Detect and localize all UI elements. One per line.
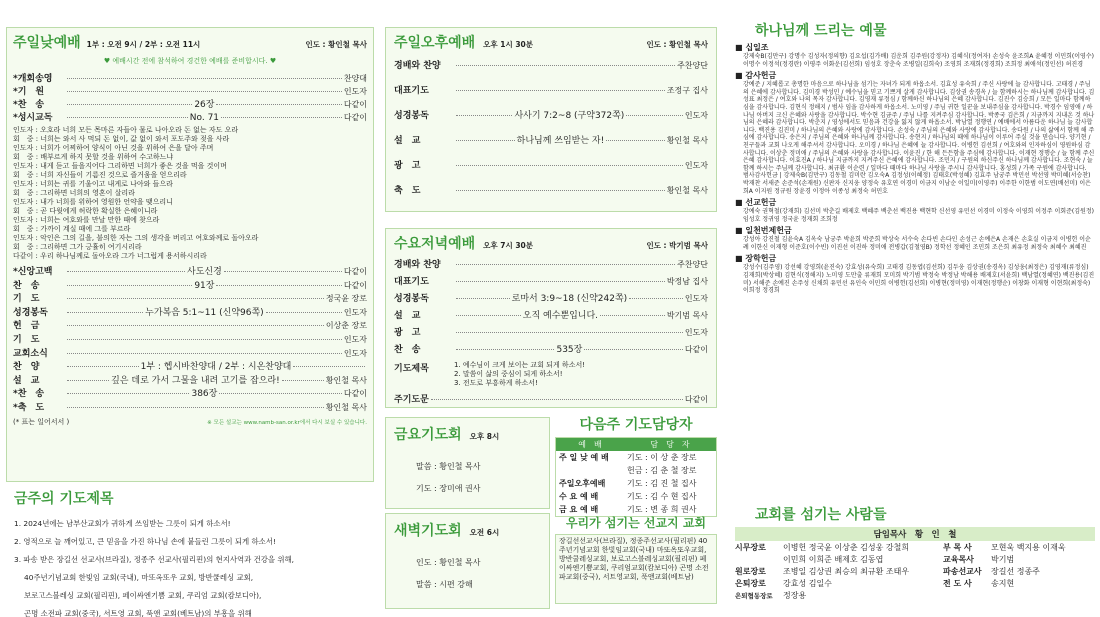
servers-title: 교회를 섬기는 사람들 <box>755 507 887 523</box>
server-row <box>735 590 935 602</box>
server-role: 은퇴장로 <box>735 579 766 588</box>
order-person: 박정남 집사 <box>666 277 708 286</box>
missions-panel <box>555 514 717 604</box>
offering-section-head: ■ 감사헌금 <box>735 71 777 81</box>
prayer-item: 보로고스블레싱 교회(필리핀), 페이싸엔기쁨 교회, 쿠리엄 교회(캄보디아), <box>24 591 262 600</box>
table-row <box>556 477 717 490</box>
reading-line: 인도자 : 내가 너희를 위하여 영원한 언약을 맺으리니 <box>13 198 173 206</box>
servers-left <box>735 542 935 602</box>
order-person: 정국윤 장로 <box>325 294 367 304</box>
order-content: 사도신경 <box>187 267 222 277</box>
missions-title: 우리가 섬기는 선교지 교회 <box>565 516 707 530</box>
order-row <box>13 400 367 414</box>
server-names: 조병일 김상권 최승의 최규환 조태우 <box>783 567 910 576</box>
order-row <box>394 308 708 325</box>
offering-section-head: ■ 십일조 <box>735 43 769 52</box>
server-row <box>735 578 935 590</box>
order-row <box>394 257 708 274</box>
order-content: 1부 : 헵시바찬양대 / 2부 : 시온찬양대 <box>140 362 292 373</box>
server-role: 전 도 사 <box>943 579 972 588</box>
order-row <box>394 274 708 291</box>
reading-line: 인도자 : 내게 듣고 들을지어다 그리하면 너희가 좋은 것을 먹을 것이며 <box>13 162 227 170</box>
order-person: 조정구 집사 <box>666 86 708 95</box>
reading-line: 인도자 : 악인은 그의 길을, 불의한 자는 그의 생각을 버리고 여호와께로 돌아오라 <box>13 234 259 242</box>
offering-section-text: 범사감사헌금 | 강제숙B(김만구) 김동철 김미란 김오숙A 김정성(이혜정) 김태호(박성혜) 김효주 남궁주 박민선 박선영 박미혜(서승찬) 박재찬 서새준 손준석(손재원) 신판자 신지웅 양정숙 유호연 이경미 이금지 이남순 이일미(이영주) 이주한 이한범 이도연(배선미) 이은희A 이지원 정규원 장윤경 이정아 이종성 최정숙 허민호 <box>743 172 1091 195</box>
order-person: 박기범 목사 <box>666 311 708 320</box>
table-row <box>556 490 717 503</box>
afternoon-leader: 인도 : 황인철 목사 <box>646 40 708 49</box>
order-content: 26장 <box>194 100 215 110</box>
order-row <box>394 342 708 359</box>
offerings-panel <box>735 20 1095 498</box>
order-row <box>13 71 367 84</box>
reading-line: 인도자 : 너희는 여호와를 만날 만한 때에 찾으라 <box>13 216 160 224</box>
server-names: 강효성 김일수 <box>783 579 832 588</box>
server-role: 시무장로 <box>735 543 766 552</box>
order-label: *기 원 <box>13 87 45 97</box>
prayer-item: 3. 파송 받은 장길선 선교사(브라질), 정종주 선교사(필리핀)의 현지사역과 건강을 위해, <box>14 555 295 564</box>
wednesday-leader: 인도 : 박기범 목사 <box>646 241 708 250</box>
server-row <box>735 542 935 554</box>
order-row <box>394 133 708 158</box>
dawn-row: 말씀 : 시편 강해 <box>416 580 473 589</box>
wednesday-time: 오후 7시 30분 <box>483 241 534 250</box>
server-role: 은퇴협동장로 <box>735 592 773 600</box>
order-row <box>13 84 367 97</box>
order-person: 찬양대 <box>343 74 367 83</box>
order-label: 헌 금 <box>13 321 40 332</box>
sunday-times: 1부 : 오전 9시 / 2부 : 오전 11시 <box>86 40 201 49</box>
order-label: *신앙고백 <box>13 267 53 277</box>
order-content: 로마서 3:9~18 (신약242쪽) <box>511 294 628 304</box>
table-row <box>556 464 717 477</box>
table-cell: 헌금 : 김 춘 철 장로 <box>626 466 697 475</box>
table-cell <box>556 464 624 477</box>
order-content: 누가복음 5:1~11 (신약96쪽) <box>145 307 264 318</box>
order-content: 하나님께 쓰임받는 자! <box>516 136 605 146</box>
friday-row: 말씀 : 황인철 목사 <box>416 462 481 471</box>
order-person: 주찬양단 <box>677 260 708 269</box>
server-row <box>943 554 1095 566</box>
table-row <box>556 451 717 464</box>
order-row <box>13 264 367 278</box>
sunday-order-top <box>13 71 367 123</box>
order-row <box>13 305 367 319</box>
reading-line: 회 중 : 가까이 계실 때에 그를 부르라 <box>13 225 131 233</box>
offering-section-text: 강성아 강진철 김윤숙A 김옥숙 남궁주 박윤희 박준희 박상숙 서수숙 손다빈 손다인 손성근 손예은A 손재은 손효실 이금지 이병헌 이순례 이한신 이재형 이준호(이수빈) 이진선 이진하 정미애 전병갑(김철영B) 정학선 정혜인 조민희 조은희 최유정 최정숙 최혜수 최혜진 <box>743 236 1091 251</box>
order-person: 황인철 목사 <box>666 136 708 145</box>
server-row <box>943 578 1095 590</box>
order-person: 인도자 <box>343 348 367 358</box>
table-cell: 기도 : 변 종 희 권사 <box>626 505 697 514</box>
order-person: 이상춘 장로 <box>325 321 367 331</box>
order-row <box>394 83 708 108</box>
friday-row: 기도 : 장미애 권사 <box>416 484 481 493</box>
order-label: *축 도 <box>13 402 45 413</box>
friday-prayer-panel <box>385 417 550 509</box>
order-label: *성시교독 <box>13 113 53 123</box>
order-content: 386장 <box>191 389 218 400</box>
order-person: 인도자 <box>684 294 708 303</box>
friday-time: 오후 8시 <box>469 432 500 441</box>
afternoon-worship-panel <box>385 27 717 212</box>
dawn-time: 오전 6시 <box>469 528 500 537</box>
wed-prayer-list <box>454 361 585 388</box>
order-content: No. 71 <box>189 113 220 123</box>
offerings-title: 하나님께 드리는 예물 <box>755 23 887 39</box>
order-row <box>13 386 367 400</box>
order-label: 성경봉독 <box>394 294 429 304</box>
order-row <box>13 359 367 373</box>
order-content: 535장 <box>556 345 583 355</box>
order-row <box>394 291 708 308</box>
reading-line: 회 중 : 너희 자신들이 기름진 것으로 즐거움을 얻으리라 <box>13 171 187 179</box>
order-person: 황인철 목사 <box>325 402 367 412</box>
order-person: 다같이 <box>343 389 367 399</box>
wed-prayer-item: 2. 말씀이 삶의 중심이 되게 하소서! <box>454 370 563 378</box>
table-cell: 기도 : 김 진 철 집사 <box>626 479 697 488</box>
order-row <box>13 110 367 123</box>
sunday-order-bottom <box>13 264 367 414</box>
offering-section-head: ■ 장학헌금 <box>735 254 777 264</box>
server-row <box>735 566 935 578</box>
table-cell: 금 요 예 배 <box>559 505 599 514</box>
order-row <box>13 346 367 360</box>
senior-pastor: 담임목사 황 인 철 <box>735 527 1095 541</box>
wed-prayer-label: 기도제목 <box>394 364 429 374</box>
reading-line: 회 중 : 곧 다윗에게 허락한 확실한 은혜이니라 <box>13 207 158 215</box>
sunday-worship-panel <box>6 27 374 482</box>
wed-prayer-item: 3. 전도로 부흥하게 하소서! <box>454 379 538 387</box>
table-cell: 주 일 낮 예 배 <box>559 453 609 462</box>
order-person: 인도자 <box>684 328 708 337</box>
next-week-header: 담 당 자 <box>624 438 717 452</box>
order-person: 인도자 <box>343 307 367 317</box>
offering-section-text: 강성수(김주영) 강선혜 강영희(윤진숙) 강효성(유숙희) 고태경 김동엽(김선희) 김두웅 김상권(송경옥) 김성웅(최정은) 김영재(류정심) 김재희(박상혜) 김현식(정해지) 노미영 도만출 류재희 모미희 박기범 박정숙 박정남 박해용 배제호(서윤희) 백남열(정혜연) 백진용(김진미) 서해준 손예진 손주성 신채희 유민선 유인숙 이민희 이병헌(김선희) 이병현(정미영) 이재현(정행순) 이창화 이재형 이현희(최정숙) 이희정 정경희 <box>743 264 1095 295</box>
order-person: 인도자 <box>343 87 367 96</box>
table-cell: 기도 : 김 수 현 집사 <box>626 492 697 501</box>
next-week-header: 예 배 <box>556 438 624 452</box>
server-names: 이병헌 정국윤 이상춘 김성웅 강철희 <box>783 543 910 552</box>
order-row <box>394 183 708 208</box>
dawn-prayer-panel <box>385 513 550 609</box>
order-label: 광 고 <box>394 328 421 338</box>
prayer-topics-section <box>14 488 379 617</box>
responsive-reading <box>13 126 367 261</box>
order-row <box>13 291 367 305</box>
standing-note: (* 표는 일어서서 ) <box>13 417 70 426</box>
wed-prayer-item: 1. 예수님이 크게 보이는 교회 되게 하소서! <box>454 361 586 369</box>
website-note: ※ 모든 설교는 www.namb-san.or.kr에서 다시 보실 수 있습니다. <box>207 419 367 426</box>
order-row <box>13 318 367 332</box>
wednesday-worship-panel <box>385 228 717 408</box>
server-names: 송지현 <box>991 579 1015 588</box>
order-content: 사사기 7:2~8 (구약372쪽) <box>514 111 625 121</box>
order-row <box>13 373 367 387</box>
offering-section-text: 강예숙 권혁철(강재희) 김선미 박춘길 배제호 백혜주 백춘선 백진용 백현학 신선영 유민선 이경미 이정숙 이영희 이정주 이회준(김원정) 임성호 정귀영 정국윤 정재회 조희정 <box>743 208 1094 223</box>
offering-section-text: 강제숙B(김만구) 강명수 김성자(정의향) 김요섭(김가배) 김운희 김주원(강정자) 김혜식(정여자) 손성숙 윤조희A 윤혜정 이민희(이영수) 이명수 이정석(정경란) 이평주 이화운(김선희) 임성호 장춘숙 조병일(김희숙) 조영희 조재희(정경희) 조희정 최애석(정인선) 허진경 <box>743 53 1094 68</box>
order-person: 다같이 <box>684 345 708 354</box>
order-label: 대표기도 <box>394 277 429 287</box>
dawn-row: 인도 : 황인철 목사 <box>416 558 481 567</box>
offering-section-head: ■ 선교헌금 <box>735 198 777 208</box>
order-person: 황인철 목사 <box>325 375 367 385</box>
order-label: 축 도 <box>394 186 421 196</box>
order-person: 황인철 목사 <box>666 186 708 195</box>
order-person: 인도자 <box>343 334 367 344</box>
reading-line: 다같이 : 우리 하나님께로 돌아오라 그가 너그럽게 용서하시리라 <box>13 252 207 260</box>
order-label: 경배와 찬양 <box>394 260 441 270</box>
offering-section-head: ■ 일천번제헌금 <box>735 226 792 236</box>
lords-prayer-who: 다같이 <box>684 395 708 404</box>
order-label: 설 교 <box>13 375 40 386</box>
reading-line: 회 중 : 그리하면 그가 긍휼히 여기시리라 <box>13 243 142 251</box>
sunday-note: ♥ 예배시간 전에 참석하여 경건한 예배를 준비합시다. ♥ <box>103 57 277 65</box>
order-label: 교회소식 <box>13 348 48 359</box>
sunday-leader: 인도 : 황인철 목사 <box>305 40 367 49</box>
order-content: 깊은 데로 가서 그물을 내려 고기를 잡으라! <box>111 375 280 386</box>
missions-text: 장길선선교사(브라질), 정종주선교사(필리핀) 40주년기념교회 한빛임교회(국내) 마또옥또우교회, 방반쿨레싱교회, 보로고스블레싱교회(필리핀) 페이싸엔기쁨교회, 쿠리엄교회(캄보디아) 곤명 소전파교회(중국), 서트영교회, 푹앤교회(베트남) <box>555 534 717 604</box>
prayer-item: 2. 영적으로 늘 깨어있고, 큰 믿음을 가진 하나님 손에 붙들린 그릇이 되게 하소서! <box>14 537 276 546</box>
sunday-title: 주일낮예배 <box>13 35 81 51</box>
order-row <box>394 108 708 133</box>
order-label: 기 도 <box>13 294 40 305</box>
server-role: 원로장로 <box>735 567 766 576</box>
friday-title: 금요기도회 <box>394 427 462 443</box>
reading-line: 회 중 : 너희는 와서 사 먹되 돈 없이, 값 없이 와서 포도주와 젖을 사라 <box>13 135 230 143</box>
lords-prayer-label: 주기도문 <box>394 395 429 405</box>
order-label: 성경봉독 <box>394 111 429 121</box>
prayer-item: 곤명 소전파 교회(중국), 서트영 교회, 푹앤 교회(베트남)의 부흥을 위해 <box>24 609 252 617</box>
order-label: *찬 송 <box>13 389 45 400</box>
afternoon-order <box>394 58 708 208</box>
servers-right <box>935 542 1095 602</box>
prayer-item: 1. 2024년에는 남부산교회가 귀하게 쓰임받는 그릇이 되게 하소서! <box>14 519 231 528</box>
order-person: 다같이 <box>343 113 367 122</box>
order-person: 주찬양단 <box>677 61 708 70</box>
order-person: 다같이 <box>343 100 367 109</box>
reading-line: 인도자 : 오호라 너희 모든 목마른 자들아 물로 나아오라 돈 없는 자도 오라 <box>13 126 239 134</box>
order-label: 경배와 찬양 <box>394 61 441 71</box>
reading-line: 회 중 : 그리하면 너희의 영혼이 살리라 <box>13 189 135 197</box>
prayer-list <box>14 515 379 617</box>
order-label: 대표기도 <box>394 86 429 96</box>
order-label: *찬 송 <box>13 100 45 110</box>
order-content: 오직 예수뿐입니다. <box>522 311 599 321</box>
server-role: 부 목 사 <box>943 543 972 552</box>
server-names: 장길선 정종주 <box>991 567 1040 576</box>
order-row <box>394 58 708 83</box>
order-person: 다같이 <box>343 280 367 290</box>
order-label: 찬 송 <box>394 345 421 355</box>
server-row <box>943 542 1095 554</box>
next-week-title: 다음주 기도담당자 <box>579 417 693 433</box>
order-row <box>394 325 708 342</box>
reading-line: 회 중 : 배부르게 하지 못할 것을 위하여 수고하느냐 <box>13 153 174 161</box>
order-content: 91장 <box>194 280 215 291</box>
server-names: 이민희 이희준 배제호 김동엽 <box>783 555 884 564</box>
order-label: 설 교 <box>394 311 421 321</box>
servers-panel <box>735 504 1095 602</box>
order-row <box>394 158 708 183</box>
order-label: 설 교 <box>394 136 421 146</box>
server-role: 파송선교사 <box>943 567 982 576</box>
wednesday-title: 수요저녁예배 <box>394 236 476 252</box>
table-cell: 주일오후예배 <box>559 479 606 488</box>
server-names: 박기범 <box>991 555 1015 564</box>
order-label: 찬 양 <box>13 362 40 373</box>
wednesday-order <box>394 257 708 359</box>
order-label: 광 고 <box>394 161 421 171</box>
order-label: 찬 송 <box>13 280 40 291</box>
afternoon-time: 오후 1시 30분 <box>483 40 534 49</box>
next-week-panel <box>555 414 717 517</box>
server-row <box>735 554 935 566</box>
order-row <box>13 278 367 292</box>
order-label: *개회송영 <box>13 74 53 84</box>
order-person: 인도자 <box>684 161 708 170</box>
reading-line: 인도자 : 너희는 귀를 기울이고 내게로 나아와 들으라 <box>13 180 173 188</box>
order-row <box>13 97 367 110</box>
order-label: 기 도 <box>13 334 40 345</box>
reading-line: 인도자 : 너희가 어찌하여 양식이 아닌 것을 위하여 은을 달아 주며 <box>13 144 214 152</box>
dawn-title: 새벽기도회 <box>394 523 462 539</box>
order-person: 인도자 <box>684 111 708 120</box>
table-cell: 수 요 예 배 <box>559 492 599 501</box>
offering-section-text: 강예준 / 지혜롭고 총명한 마음으로 하나님을 섬기는 자녀가 되게 하옵소서. 김효성 유숙희 / 주신 사랑에 늘 감사합니다. 고태경 / 주님의 은혜에 감사합니다. 김미경 박성민 / 예수님을 믿고 기쁘게 살게 감사합니다. 김상권 송경옥 / 늘 함께하시는 하나님께 감사합니다. 김성표 최정은 / 여호와 나의 목자 감사합니다. 김영재 류정심 / 함께하신 하나님의 은혜 감사합니다. 김진수 김승희 / 모든 일마다 함께하심을 감사합니다. 김현식 정해지 / 범사 임을 감사하게 하옵소서. 노미영 / 주님 귀한 일꾼을 보내주심을 감사합니다. 박경수 임영애 / 하나님 아버지 크신 은혜와 사랑을 감사합니다. 박수현 김금주 / 주님 나를 지켜주심 감사합니다. 박종국 김은희 / 지금까지 지내온 것 하나님의 은혜라 감사합니다. 박춘지 / 영성에서도 믿음과 건강을 잃지 않게 하옵소서. 박남열 정행연 / 예배에서 아름다운 하나님 늘 감사합니다. 백진용 김진미 / 하나님의 은혜와 사랑에 감사합니다. 손성숙 / 주님의 은혜와 사랑에 감사합니다. 송다원 / 나의 삶에서 함께 해 주심에 감사합니다. 송은지 / 주님의 은혜와 하나님께 감사합니다. 송현지 / 하나님의 때에 하나님이 이루어 주실 것을 믿습니다. 양기현 / 친구들과 교회 나오게 해주셔서 감사합니다. 오미경 / 하나님 은혜에 늘 감사합니다. 이병헌 김선희 / 여호와의 인자하심이 영원하심 감사합니다. 이상춘 정미애 / 주님의 은혜와 사랑을 감사합니다. 이윤진 / 한 해 든든함을 주심에 감사합니다. 이재현 정행순 / 늘 함께 주신 은혜 감사합니다. 이효진A / 하나님 지금까지 지켜주신 은혜에 감사합니다. 조민지 / 구원의 하신주신 하나님께 감사합니다. 조현숙 / 늘 함께 하시는 주님께 감사합니다. 최규환 이순련 / 일마다 때마다 하나님 사랑을 주시니 감사합니다. 홍성희 / 가족 구원에 감사합니다. <box>743 81 1095 172</box>
server-role: 교육목사 <box>943 555 974 564</box>
prayer-title: 금주의 기도제목 <box>14 491 114 507</box>
server-names: 모현욱 백지용 이재욱 <box>991 543 1066 552</box>
server-names: 정장용 <box>783 591 807 600</box>
order-label: 성경봉독 <box>13 307 48 318</box>
order-row <box>13 332 367 346</box>
prayer-item: 40주년기념교회 한빛임 교회(국내), 마또옥또우 교회, 방반쿨레싱 교회, <box>24 573 254 582</box>
afternoon-title: 주일오후예배 <box>394 35 476 51</box>
server-row <box>943 566 1095 578</box>
table-cell: 기도 : 이 상 춘 장로 <box>626 453 697 462</box>
order-person: 다같이 <box>343 267 367 276</box>
